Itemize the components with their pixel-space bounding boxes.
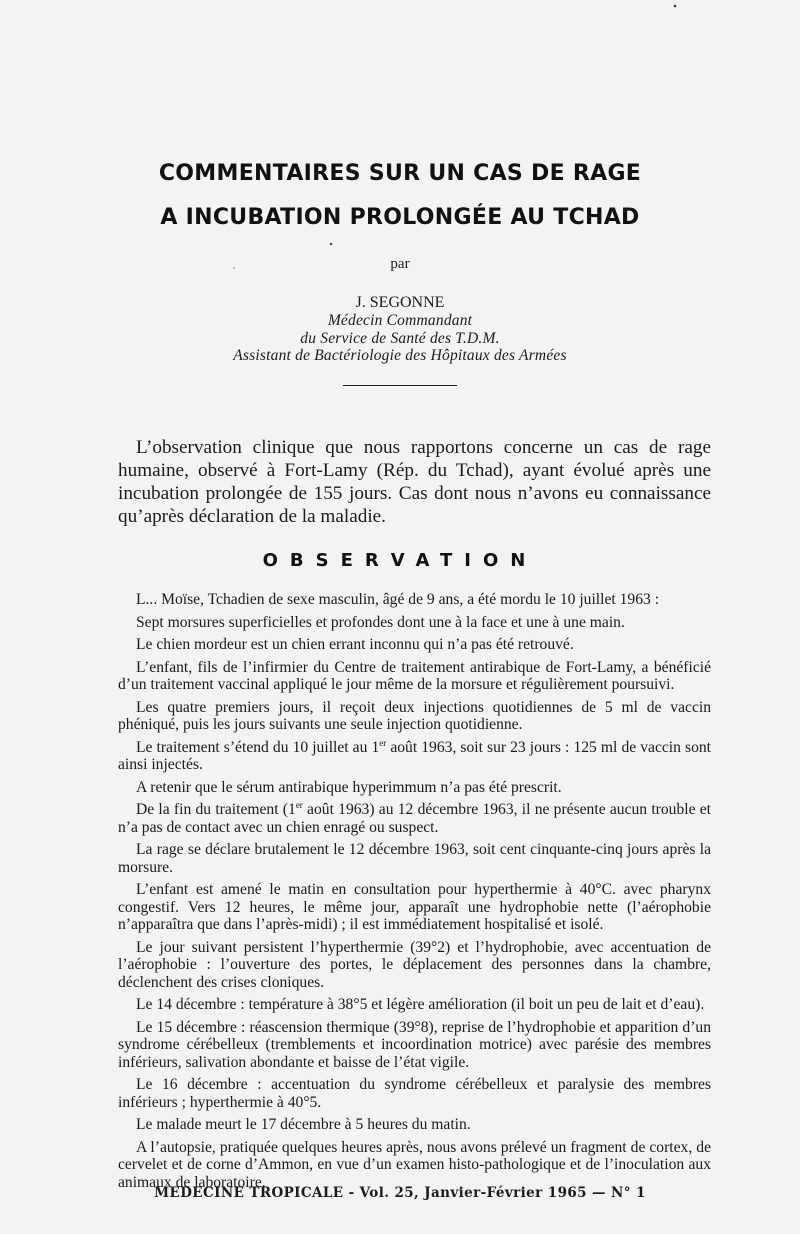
body-paragraph: Sept morsures superficielles et profondes dont une à la face et une à une main. xyxy=(136,613,625,631)
body-paragraph: Les quatre premiers jours, il reçoit deux injections quotidiennes de 5 ml de vaccin phéniqué, puis les jours suivants une seule injection quotidienne. xyxy=(118,698,711,733)
body-paragraph: Le 16 décembre : accentuation du syndrome cérébelleux et paralysie des membres inférieurs ; hyperthermie à 40°5. xyxy=(118,1076,711,1111)
body-paragraph: A retenir que le sérum antirabique hyperimmum n’a pas été prescrit. xyxy=(136,778,562,796)
body-paragraph: Le 14 décembre : température à 38°5 et légère amélioration (il boit un peu de lait et d’eau). xyxy=(136,996,705,1013)
author-affiliation: Médecin Commandant xyxy=(327,312,473,329)
article-title-line-1: COMMENTAIRES SUR UN CAS DE RAGE xyxy=(158,161,642,186)
body-paragraph: Le chien mordeur est un chien errant inconnu qui n’a pas été retrouvé. xyxy=(136,636,574,653)
body-paragraph: L’enfant, fils de l’infirmier du Centre de traitement antirabique de Fort-Lamy, a bénéficié d’un traitement vaccinal appliqué le jour même de la morsure et régulièrement poursuivi. xyxy=(118,658,711,693)
author-name: J. SEGONNE xyxy=(355,294,445,311)
body-paragraph: Le 15 décembre : réascension thermique (39°8), reprise de l’hydrophobie et apparition d’un syndrome cérébelleux (tremblements et incoordination motrice) avec parésie des membres inférieurs, salivation abondante et baisse de l’état vigile. xyxy=(118,1018,711,1071)
body-paragraph: Le traitement s’étend du 10 juillet au 1er août 1963, soit sur 23 jours : 125 ml de vaccin sont ainsi injectés. xyxy=(118,737,711,773)
body-paragraph: Le malade meurt le 17 décembre à 5 heures du matin. xyxy=(136,1116,471,1133)
abstract: L’observation clinique que nous rapportons concerne un cas de rage humaine, observé à Fort-Lamy (Rép. du Tchad), ayant évolué après une incubation prolongée de 155 jours. Cas dont nous n’avons eu connaissance qu’après déclaration de la maladie. xyxy=(118,437,711,527)
body-paragraph: A l’autopsie, pratiquée quelques heures après, nous avons prélevé un fragment de cortex, de cervelet et de corne d’Ammon, en vue d’un examen histo-pathologique et de l’inoculation aux animaux de laboratoire. xyxy=(118,1138,711,1191)
body-paragraph: L... Moïse, Tchadien de sexe masculin, âgé de 9 ans, a été mordu le 10 juillet 1963 : xyxy=(136,591,660,608)
author-affiliation: du Service de Santé des T.D.M. xyxy=(300,330,500,347)
body-paragraph: La rage se déclare brutalement le 12 décembre 1963, soit cent cinquante-cinq jours après la morsure. xyxy=(118,841,711,876)
byline-par: par xyxy=(390,256,410,272)
article-title-line-2: A INCUBATION PROLONGÉE AU TCHAD xyxy=(160,205,640,230)
journal-footer: MEDECINE TROPICALE - Vol. 25, Janvier-Février 1965 — N° 1 xyxy=(154,1185,646,1201)
section-heading: OBSERVATION xyxy=(262,550,538,571)
body-paragraph: L’enfant est amené le matin en consultation pour hyperthermie à 40°C. avec pharynx congestif. Vers 12 heures, le même jour, apparaît une hydrophobie nette (l’aérophobie n’apparaîtra que dans l’après-midi) ; il est immédiatement hospitalisé et isolé. xyxy=(118,881,711,933)
body-paragraph: Le jour suivant persistent l’hyperthermie (39°2) et l’hydrophobie, avec accentuation de l’aérophobie : l’ouverture des portes, le déplacement des personnes dans la chambre, déclenchent des crises cloniques. xyxy=(118,938,711,991)
body-paragraph: De la fin du traitement (1er août 1963) au 12 décembre 1963, il ne présente aucun trouble et n’a pas de contact avec un chien enragé ou suspect. xyxy=(118,799,712,836)
author-affiliation: Assistant de Bactériologie des Hôpitaux des Armées xyxy=(233,347,567,364)
